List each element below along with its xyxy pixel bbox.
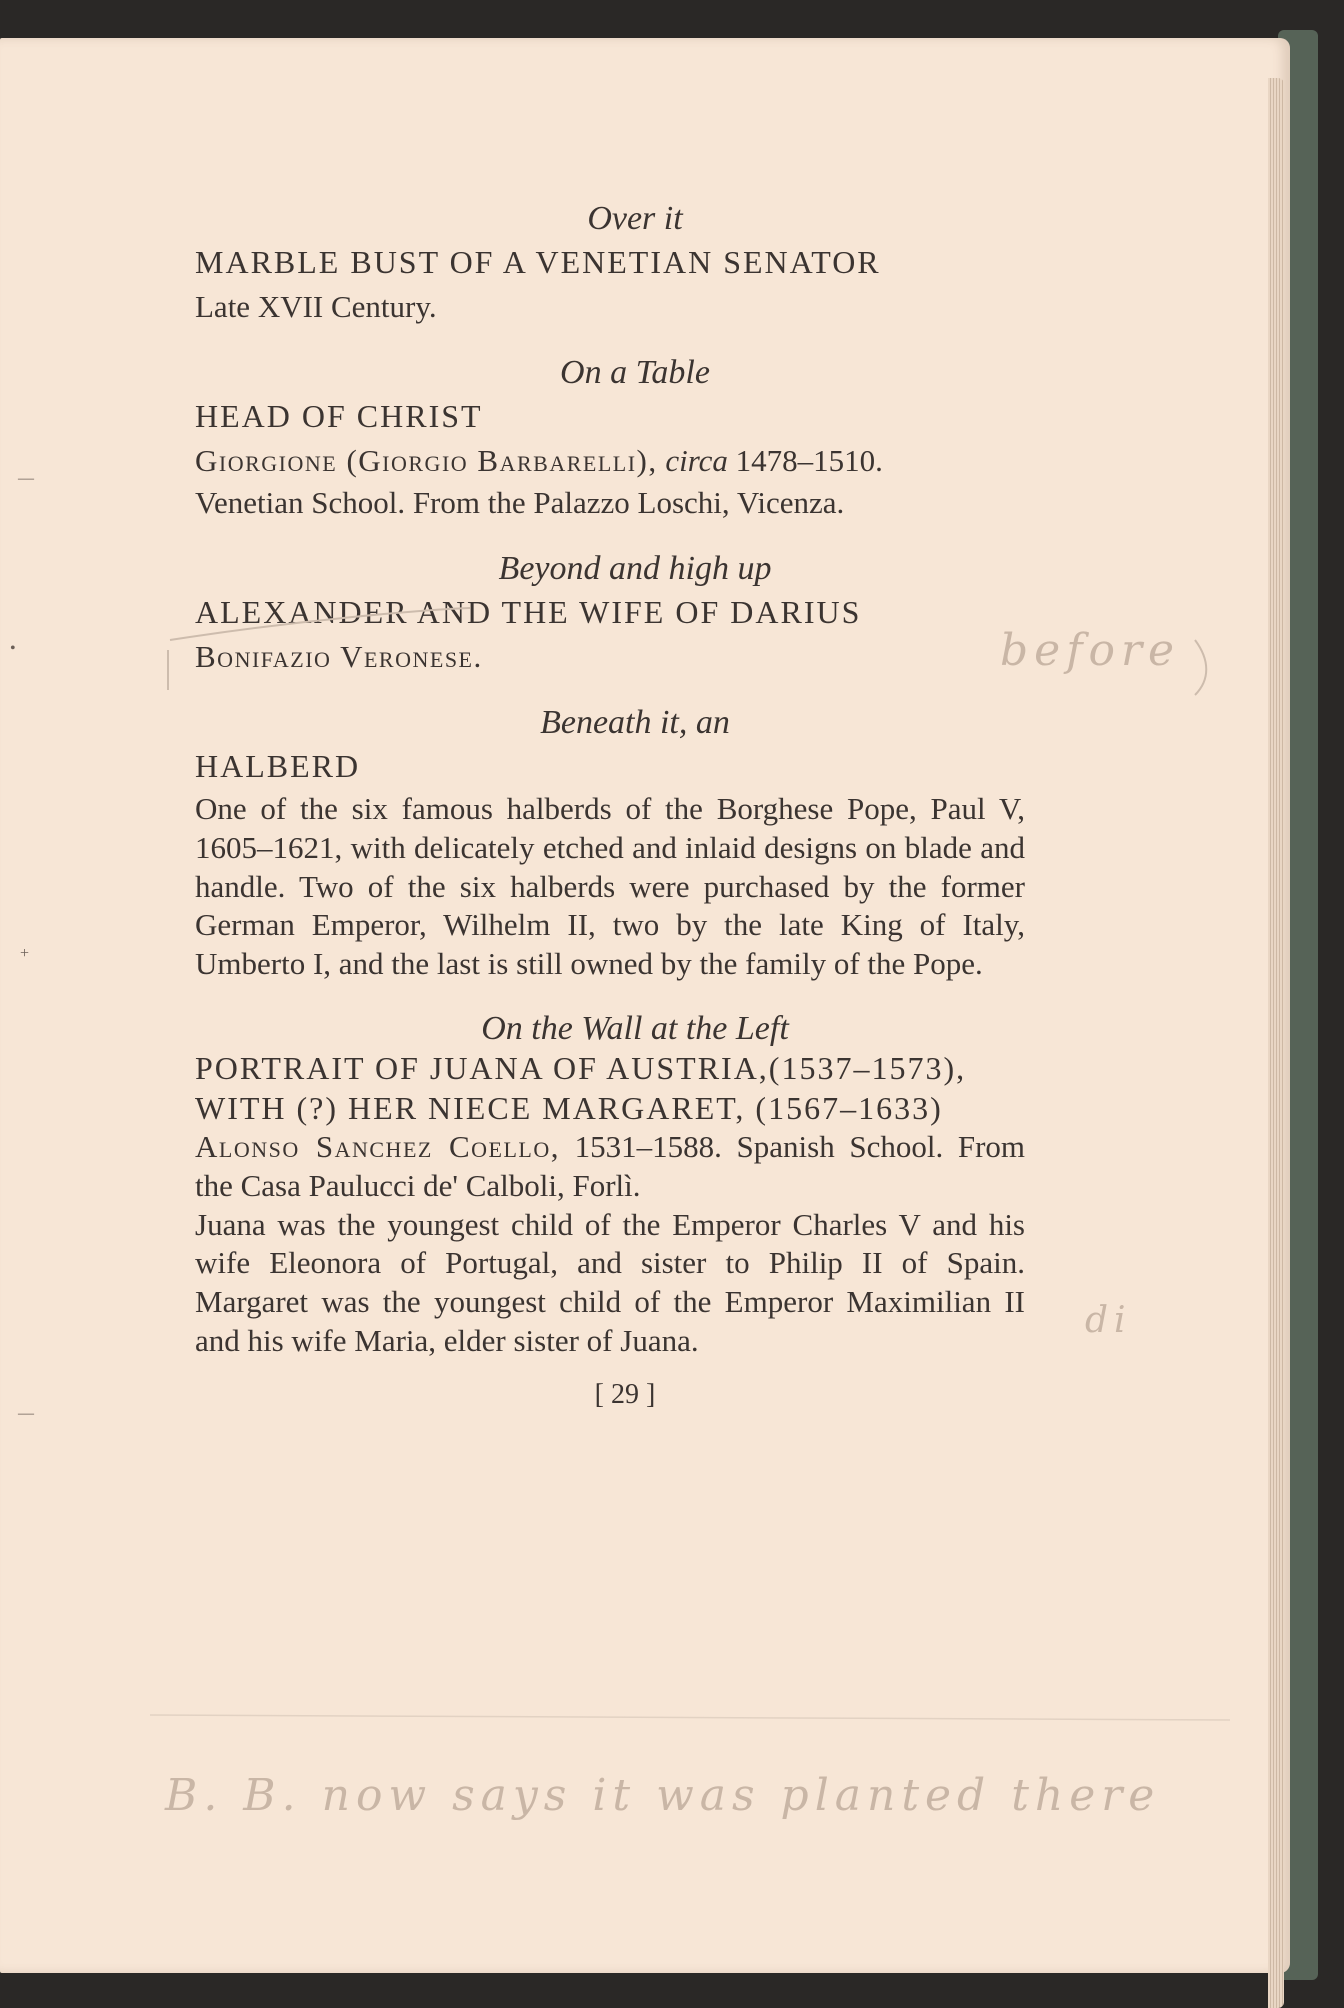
- item-artist-bonifazio: Bonifazio Veronese.: [195, 639, 483, 674]
- margin-tick: —: [18, 1405, 34, 1422]
- margin-note-before: before: [1000, 625, 1181, 676]
- artist-name: Giorgione (Giorgio Barbarelli),: [195, 443, 658, 478]
- heading-over-it: Over it: [587, 200, 683, 237]
- bottom-pencil-note: B. B. now says it was planted there: [165, 1770, 1161, 1821]
- page-number: [ 29 ]: [594, 1378, 656, 1410]
- item-title-head-of-christ: HEAD OF CHRIST: [195, 398, 483, 434]
- item-title-portrait-line2: WITH (?) HER NIECE MARGARET, (1567–1633): [195, 1089, 943, 1126]
- heading-wall-left: On the Wall at the Left: [481, 1009, 789, 1047]
- margin-dot: •: [10, 640, 16, 657]
- artist-dates: 1478–1510.: [735, 443, 883, 478]
- margin-tick: —: [18, 470, 34, 487]
- margin-tick: +: [20, 945, 30, 962]
- item-date-marble-bust: Late XVII Century.: [195, 289, 437, 324]
- item-description-halberd: One of the six famous halberds of the Borghese Pope, Paul V, 1605–1621, with delicately etched and inlaid designs on blade and handle. Two of the six halberds were purchased by the former German Emperor, Wilhelm II, two by the late King of Italy, Umberto I, and the last is still owned by the family of the Pope.: [195, 791, 1025, 982]
- artist-provenance: 1531–1588. Spanish School. From the Casa Paulucci de' Calboli, Forlì.: [195, 1128, 1026, 1203]
- item-description-portrait: Juana was the youngest child of the Emperor Charles V and his wife Eleonora of Portugal, and sister to Philip II of Spain. Margaret was the youngest child of the Emperor Maximilian II and his wife Maria, elder sister of Juana.: [195, 1206, 1025, 1358]
- margin-note-di: di: [1085, 1300, 1132, 1341]
- circa-text: circa: [665, 443, 728, 478]
- item-provenance-head-of-christ: Venetian School. From the Palazzo Loschi, Vicenza.: [195, 485, 845, 520]
- heading-beyond: Beyond and high up: [498, 550, 772, 587]
- item-title-halberd: HALBERD: [195, 748, 361, 784]
- heading-on-table: On a Table: [560, 354, 710, 391]
- item-title-marble-bust: MARBLE BUST OF A VENETIAN SENATOR: [195, 244, 881, 280]
- artist-name: Alonso Sanchez Coello,: [195, 1128, 560, 1164]
- item-title-portrait-line1: PORTRAIT OF JUANA OF AUSTRIA,(1537–1573),: [195, 1049, 967, 1086]
- heading-beneath: Beneath it, an: [540, 704, 730, 741]
- item-title-alexander: ALEXANDER AND THE WIFE OF DARIUS: [195, 594, 862, 630]
